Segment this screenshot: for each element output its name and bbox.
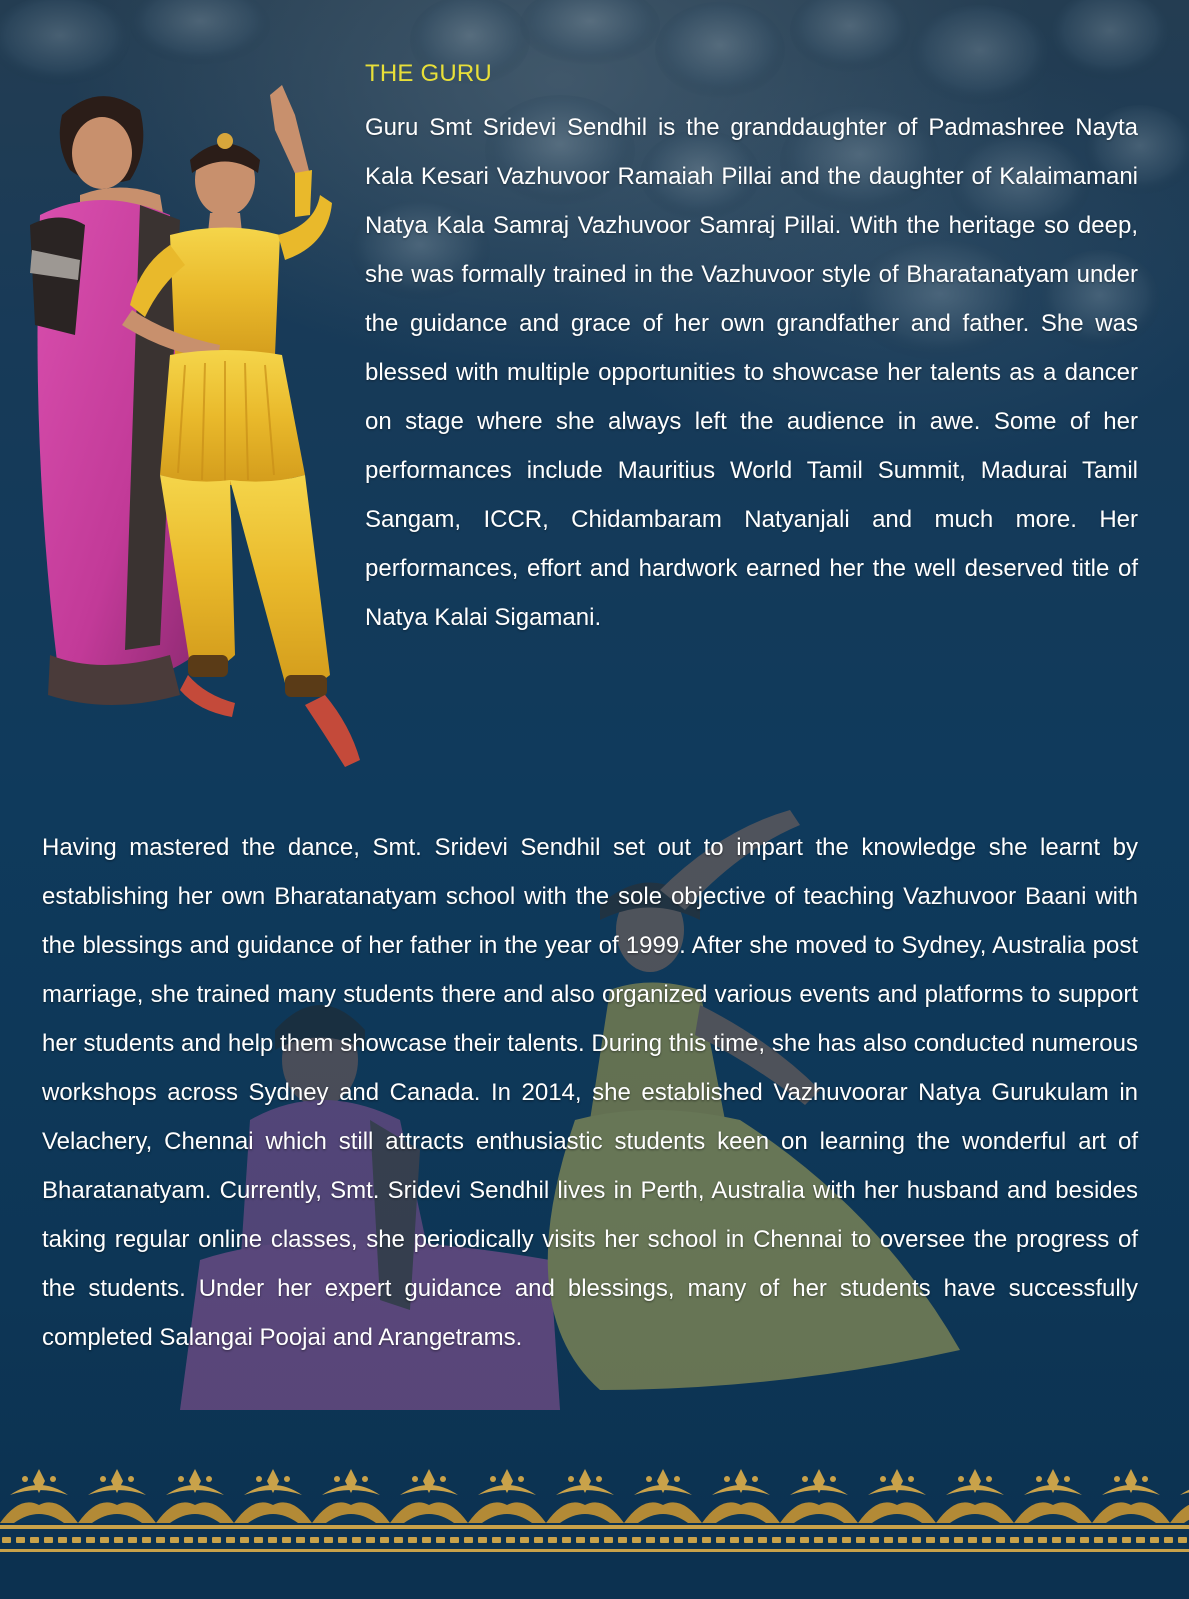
guru-and-student-dancer-photo	[20, 55, 400, 790]
gold-ornamental-border	[0, 1465, 1189, 1599]
intro-paragraph: Guru Smt Sridevi Sendhil is the granddaughter of Padmashree Nayta Kala Kesari Vazhuvoor Ramaiah Pillai and the daughter of Kalaimamani Natya Kala Samraj Vazhuvoor Samraj Pillai. With the heritage so deep, she was formally trained in the Vazhuvoor style of Bharatanatyam under the guidance and grace of her own grandfather and father. She was blessed with multiple opportunities to showcase her talents as a dancer on stage where she always left the audience in awe. Some of her performances include Mauritius World Tamil Summit, Madurai Tamil Sangam, ICCR, Chidambaram Natyanjali and much more. Her performances, effort and hardwork earned her the well deserved title of Natya Kalai Sigamani.	[365, 114, 1138, 631]
section-heading: THE GURU	[365, 60, 492, 87]
career-paragraph: Having mastered the dance, Smt. Sridevi Sendhil set out to impart the knowledge she learnt by establishing her own Bharatanatyam school with the sole objective of teaching Vazhuvoor Baani with the blessings and guidance of her father in the year of 1999. After she moved to Sydney, Australia post marriage, she trained many students there and also organized various events and platforms to support her students and help them showcase their talents. During this time, she has also conducted numerous workshops across Sydney and Canada. In 2014, she established Vazhuvoorar Natya Gurukulam in Velachery, Chennai which still attracts enthusiastic students keen on learning the wonderful art of Bharatanatyam. Currently, Smt. Sridevi Sendhil lives in Perth, Australia with her husband and besides taking regular online classes, she periodically visits her school in Chennai to oversee the progress of the students. Under her expert guidance and blessings, many of her students have successfully completed Salangai Poojai and Arangetrams.	[42, 834, 1138, 1351]
